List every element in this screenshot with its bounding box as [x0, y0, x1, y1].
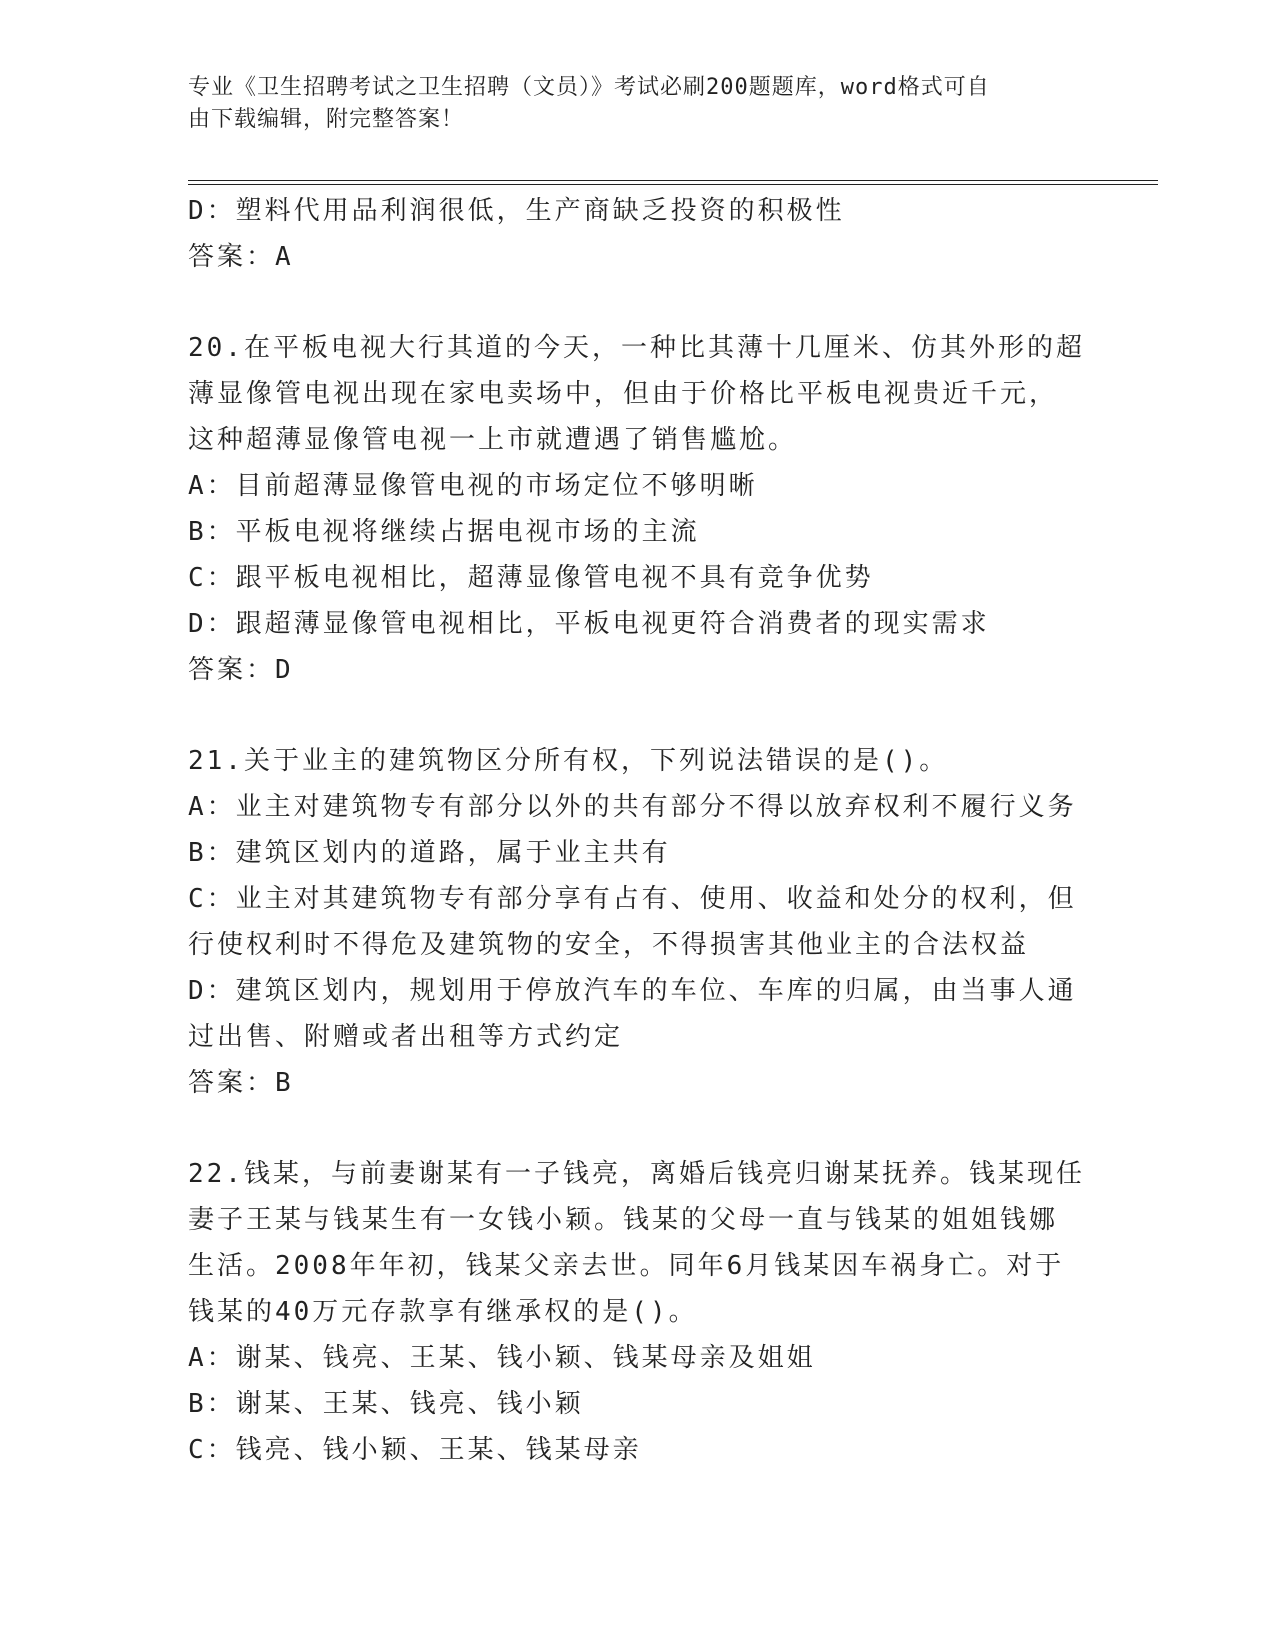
option-b: B：谢某、王某、钱亮、钱小颖	[188, 1389, 584, 1419]
option-a: A：业主对建筑物专有部分以外的共有部分不得以放弃权利不履行义务	[188, 792, 1077, 822]
question-stem-line: 20.在平板电视大行其道的今天，一种比其薄十几厘米、仿其外形的超	[188, 333, 1085, 363]
header-divider-thick	[188, 180, 1158, 181]
question-block	[188, 738, 1088, 1106]
option-b: B：建筑区划内的道路，属于业主共有	[188, 838, 671, 868]
question-block	[188, 188, 1088, 280]
header-divider-thin	[188, 184, 1158, 185]
answer-line: 答案：B	[188, 1068, 294, 1098]
question-stem-line: 22.钱某，与前妻谢某有一子钱亮，离婚后钱亮归谢某抚养。钱某现任	[188, 1159, 1085, 1189]
block-spacer	[188, 1106, 1088, 1151]
option-c: C：业主对其建筑物专有部分享有占有、使用、收益和处分的权利，但	[188, 884, 1077, 914]
option-a: A：谢某、钱亮、王某、钱小颖、钱某母亲及姐姐	[188, 1343, 816, 1373]
header-line-1: 专业《卫生招聘考试之卫生招聘（文员）》考试必刷200题题库，word格式可自	[188, 75, 990, 100]
option-c: C：钱亮、钱小颖、王某、钱某母亲	[188, 1435, 642, 1465]
block-spacer	[188, 693, 1088, 738]
question-block	[188, 1151, 1088, 1473]
question-stem-line: 妻子王某与钱某生有一女钱小颖。钱某的父母一直与钱某的姐姐钱娜	[188, 1205, 1059, 1235]
question-stem-line: 钱某的40万元存款享有继承权的是()。	[188, 1297, 698, 1327]
question-block	[188, 325, 1088, 693]
question-stem-line: 薄显像管电视出现在家电卖场中，但由于价格比平板电视贵近千元，	[188, 379, 1059, 409]
question-stem-line: 21.关于业主的建筑物区分所有权，下列说法错误的是()。	[188, 746, 949, 776]
option-d: D：塑料代用品利润很低，生产商缺乏投资的积极性	[188, 196, 845, 226]
option-c-continued: 行使权利时不得危及建筑物的安全，不得损害其他业主的合法权益	[188, 930, 1030, 960]
option-d-continued: 过出售、附赠或者出租等方式约定	[188, 1022, 624, 1052]
question-stem-line: 这种超薄显像管电视一上市就遭遇了销售尴尬。	[188, 425, 798, 455]
header-line-2: 由下载编辑，附完整答案！	[188, 107, 465, 132]
option-a: A：目前超薄显像管电视的市场定位不够明晰	[188, 471, 758, 501]
question-content	[188, 188, 1088, 1473]
option-b: B：平板电视将继续占据电视市场的主流	[188, 517, 700, 547]
answer-line: 答案：D	[188, 655, 294, 685]
option-c: C：跟平板电视相比，超薄显像管电视不具有竞争优势	[188, 563, 874, 593]
document-header	[188, 72, 1088, 136]
question-stem-line: 生活。2008年年初，钱某父亲去世。同年6月钱某因车祸身亡。对于	[188, 1251, 1065, 1281]
block-spacer	[188, 280, 1088, 325]
option-d: D：跟超薄显像管电视相比，平板电视更符合消费者的现实需求	[188, 609, 990, 639]
option-d: D：建筑区划内，规划用于停放汽车的车位、车库的归属，由当事人通	[188, 976, 1077, 1006]
answer-line: 答案：A	[188, 242, 294, 272]
